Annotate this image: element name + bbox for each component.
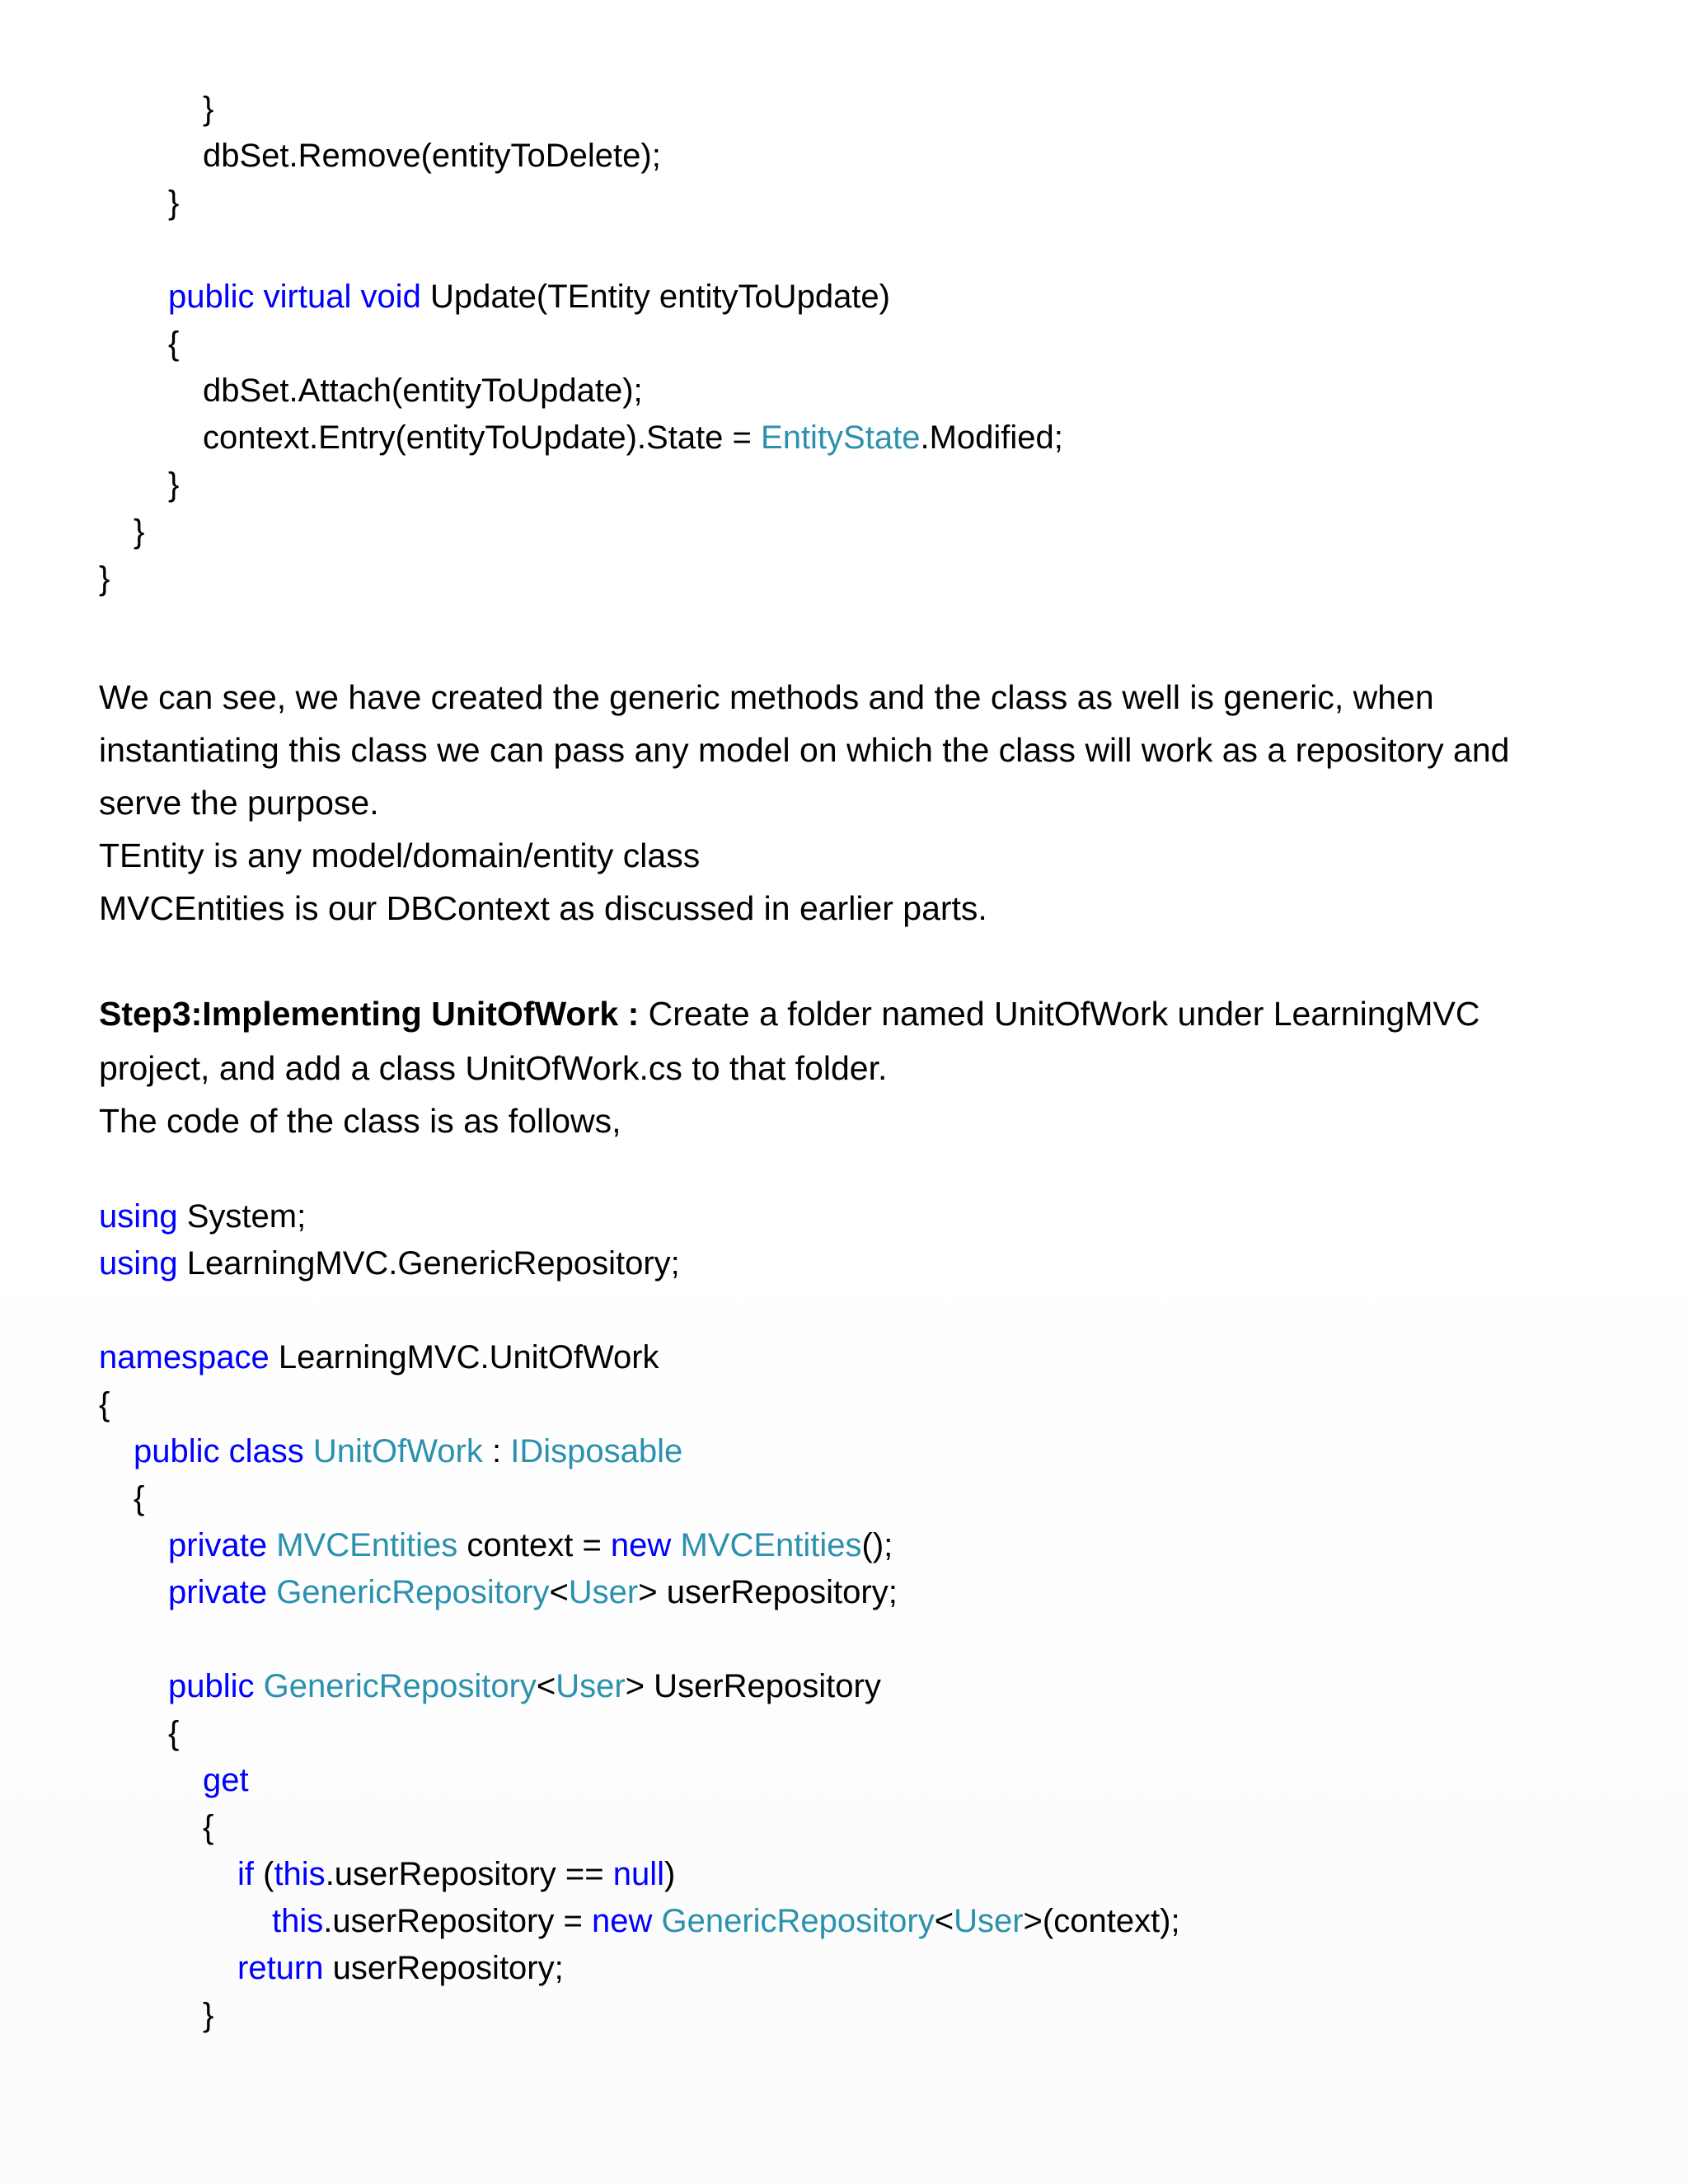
code-2-line — [203, 1992, 213, 2038]
code-1-line — [134, 509, 144, 555]
code-1-line — [203, 86, 213, 132]
code-text: dbSet.Attach(entityToUpdate); — [203, 373, 643, 409]
code-text: ( — [254, 1856, 274, 1892]
step3-line-2: project, and add a class UnitOfWork.cs to that folder. — [99, 1049, 888, 1087]
code-text — [255, 1668, 264, 1704]
code-type-name: User — [568, 1574, 639, 1610]
code-text: < — [549, 1574, 569, 1610]
code-text: < — [536, 1668, 556, 1704]
code-type-name: IDisposable — [510, 1433, 683, 1469]
code-2-line — [203, 1757, 249, 1803]
code-keyword: private — [168, 1574, 268, 1610]
code-keyword: this — [272, 1903, 324, 1939]
code-text: { — [168, 1715, 180, 1751]
code-2-line — [134, 1428, 682, 1474]
code-type-name: MVCEntities — [276, 1527, 458, 1563]
code-text: Update(TEntity entityToUpdate) — [420, 279, 890, 315]
code-text — [652, 1903, 661, 1939]
code-type-name: UnitOfWork — [312, 1433, 483, 1469]
code-1-line — [203, 415, 1063, 461]
step3-heading: Step3:Implementing UnitOfWork : — [99, 995, 640, 1033]
code-text: { — [203, 1809, 214, 1845]
code-1-line — [99, 555, 110, 602]
code-text: { — [134, 1480, 145, 1516]
code-1-line — [168, 321, 179, 367]
code-text: < — [934, 1903, 954, 1939]
code-keyword: private — [168, 1527, 268, 1563]
note-mvcentities: MVCEntities is our DBContext as discussed in earlier parts. — [99, 889, 987, 927]
code-keyword: namespace — [99, 1339, 270, 1376]
code-2-line — [203, 1804, 213, 1850]
code-keyword: using — [99, 1198, 178, 1235]
code-1-line — [168, 180, 179, 226]
code-text: } — [134, 513, 145, 550]
code-keyword: this — [274, 1856, 326, 1892]
code-text: System; — [177, 1198, 307, 1235]
code-keyword: using — [99, 1245, 178, 1282]
code-text: } — [168, 466, 180, 503]
code-2-line — [99, 1334, 659, 1380]
code-1-line — [203, 368, 643, 414]
code-text: dbSet.Remove(entityToDelete); — [203, 138, 661, 174]
code-keyword: get — [203, 1762, 249, 1798]
code-text — [267, 1527, 276, 1563]
code-text: > UserRepository — [625, 1668, 881, 1704]
code-type-name: EntityState — [761, 419, 921, 456]
code-text: > userRepository; — [638, 1574, 898, 1610]
code-text: >(context); — [1023, 1903, 1180, 1939]
code-2-line — [168, 1663, 881, 1709]
code-2-line — [99, 1381, 110, 1427]
code-type-name: MVCEntities — [680, 1527, 862, 1563]
code-text: } — [203, 1997, 214, 2033]
paragraph-line-1: We can see, we have created the generic methods and the class as well is generic, when — [99, 678, 1434, 716]
code-text: .userRepository = — [323, 1903, 592, 1939]
paragraph-line-3: serve the purpose. — [99, 784, 379, 822]
code-keyword: new — [610, 1527, 672, 1563]
code-2-line — [272, 1898, 1180, 1944]
code-keyword: new — [591, 1903, 653, 1939]
code-keyword: if — [237, 1856, 254, 1892]
code-text: .Modified; — [920, 419, 1063, 456]
code-type-name: GenericRepository — [263, 1668, 537, 1704]
code-1-line — [168, 462, 179, 508]
code-keyword: public class — [134, 1433, 304, 1469]
code-2-line — [237, 1945, 564, 1991]
step3-line-3: The code of the class is as follows, — [99, 1102, 621, 1140]
code-text: : — [482, 1433, 511, 1469]
code-text: LearningMVC.UnitOfWork — [269, 1339, 659, 1376]
paragraph-line-2: instantiating this class we can pass any model on which the class will work as a repository and — [99, 731, 1510, 769]
code-text: context.Entry(entityToUpdate).State = — [203, 419, 762, 456]
code-keyword: return — [237, 1950, 324, 1986]
code-keyword: null — [612, 1856, 665, 1892]
code-keyword: public virtual void — [168, 279, 421, 315]
code-text: } — [203, 91, 214, 127]
step3-line-1 — [99, 989, 1479, 1038]
code-text — [671, 1527, 680, 1563]
note-tentity: TEntity is any model/domain/entity class — [99, 837, 701, 874]
code-2-line — [99, 1240, 680, 1286]
code-text — [267, 1574, 276, 1610]
code-text: (); — [861, 1527, 893, 1563]
code-2-line — [237, 1851, 675, 1897]
code-text: } — [99, 560, 110, 597]
code-text: } — [168, 185, 180, 221]
code-text: { — [168, 326, 180, 362]
code-text: { — [99, 1386, 110, 1422]
code-text: context = — [457, 1527, 611, 1563]
code-text: userRepository; — [323, 1950, 564, 1986]
code-1-line — [168, 274, 890, 320]
code-text: ) — [664, 1856, 676, 1892]
code-text — [304, 1433, 313, 1469]
code-type-name: User — [954, 1903, 1024, 1939]
code-keyword: public — [168, 1668, 255, 1704]
code-2-line — [134, 1475, 144, 1521]
code-type-name: User — [556, 1668, 626, 1704]
code-type-name: GenericRepository — [276, 1574, 550, 1610]
code-2-line — [168, 1710, 179, 1756]
code-1-line — [203, 133, 661, 179]
step3-text-1: Create a folder named UnitOfWork under LearningMVC — [639, 995, 1480, 1033]
code-text: .userRepository == — [325, 1856, 613, 1892]
code-2-line — [99, 1193, 306, 1240]
code-type-name: GenericRepository — [661, 1903, 935, 1939]
code-text: LearningMVC.GenericRepository; — [177, 1245, 680, 1282]
code-2-line — [168, 1522, 893, 1568]
code-2-line — [168, 1569, 898, 1615]
